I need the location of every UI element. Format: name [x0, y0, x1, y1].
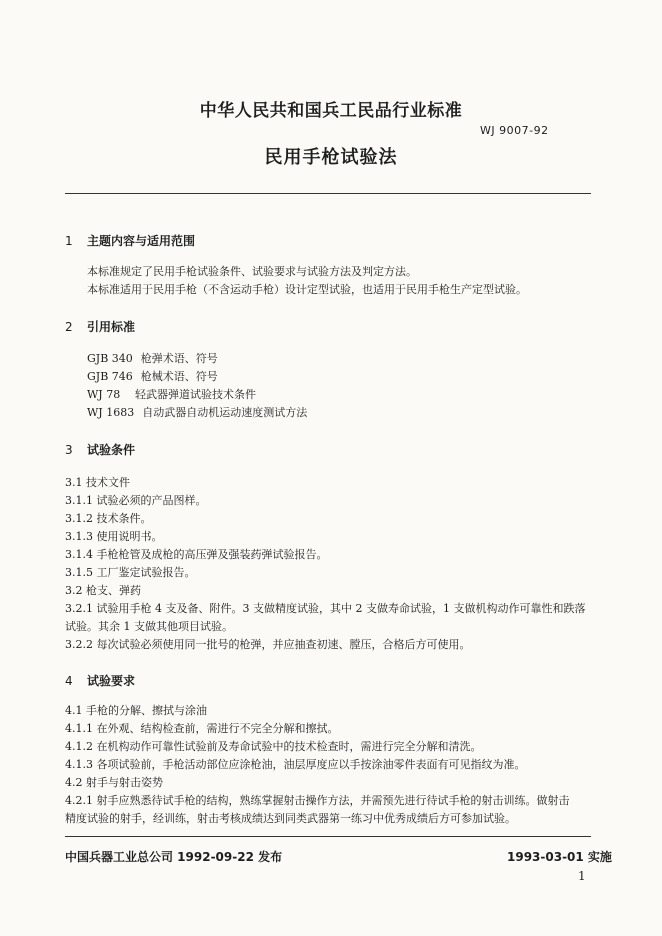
reference-code: WJ 1683 — [87, 406, 135, 419]
section-number: 1 — [65, 234, 73, 248]
reference-item — [87, 368, 218, 384]
clause-line: 3.1.5 工厂鉴定试验报告。 — [65, 566, 196, 579]
section-2-heading — [65, 318, 135, 335]
section-3-heading — [65, 441, 135, 458]
reference-item — [87, 404, 307, 420]
header-rule — [65, 193, 591, 194]
section-title: 试验要求 — [87, 674, 136, 688]
section-title: 主题内容与适用范围 — [87, 234, 196, 248]
clause-line: 3.1.4 手枪枪管及成枪的高压弹及强装药弹试验报告。 — [65, 548, 328, 561]
section-title: 试验条件 — [87, 443, 136, 457]
reference-title: 轻武器弹道试验技术条件 — [135, 388, 256, 401]
clause-line: 3.1 技术文件 — [65, 476, 130, 489]
clause-line: 3.1.2 技术条件。 — [65, 512, 152, 525]
section-1-heading — [65, 232, 195, 249]
paragraph: 本标准适用于民用手枪（不含运动手枪）设计定型试验，也适用于民用手枪生产定型试验。 — [87, 283, 527, 296]
reference-code: GJB 340 — [87, 352, 133, 365]
clause-line: 4.2 射手与射击姿势 — [65, 776, 163, 789]
clause-line: 3.2.1 试验用手枪 4 支及备、附件。3 支做精度试验，其中 2 支做寿命试验，1 支做机构动作可靠性和跌落 — [65, 602, 586, 615]
clause-line: 4.2.1 射手应熟悉待试手枪的结构，熟练掌握射击操作方法，并需预先进行待试手枪的射击训练。做射击 — [65, 794, 570, 807]
reference-title: 枪械术语、符号 — [140, 370, 218, 383]
issue-date: 中国兵器工业总公司 1992-09-22 发布 — [65, 850, 283, 864]
reference-code: GJB 746 — [87, 370, 133, 383]
reference-item — [87, 350, 218, 366]
standard-category-title: 中华人民共和国兵工民品行业标准 — [199, 101, 463, 121]
clause-line: 3.2.2 每次试验必须使用同一批号的枪弹，并应抽查初速、膛压，合格后方可使用。 — [65, 638, 471, 651]
section-title: 引用标准 — [87, 320, 136, 334]
clause-line-continued: 精度试验的射手，经训练，射击考核成绩达到同类武器第一练习中优秀成绩后方可参加试验。 — [65, 812, 516, 825]
document-title: 民用手枪试验法 — [264, 147, 398, 168]
section-number: 2 — [65, 320, 73, 334]
clause-line: 4.1.3 各项试验前，手枪活动部位应涂枪油，油层厚度应以手按涂油零件表面有可见指纹为准。 — [65, 758, 526, 771]
reference-title: 自动武器自动机运动速度测试方法 — [142, 406, 308, 419]
clause-line: 4.1 手枪的分解、擦拭与涂油 — [65, 704, 207, 717]
clause-line: 4.1.2 在机构动作可靠性试验前及寿命试验中的技术检查时，需进行完全分解和清洗。 — [65, 740, 482, 753]
clause-line: 4.1.1 在外观、结构检查前，需进行不完全分解和擦拭。 — [65, 722, 339, 735]
effective-date: 1993-03-01 实施 — [507, 850, 612, 864]
reference-code: WJ 78 — [87, 388, 121, 401]
clause-line: 3.1.3 使用说明书。 — [65, 530, 163, 543]
section-4-heading — [65, 672, 135, 689]
reference-item — [87, 386, 256, 402]
section-number: 3 — [65, 443, 73, 457]
standard-number: WJ 9007-92 — [480, 124, 549, 137]
clause-line-continued: 试验。其余 1 支做其他项目试验。 — [65, 620, 233, 633]
section-number: 4 — [65, 674, 73, 688]
clause-line: 3.1.1 试验必须的产品图样。 — [65, 494, 207, 507]
page-number: 1 — [578, 869, 586, 883]
clause-line: 3.2 枪支、弹药 — [65, 584, 141, 597]
footer-rule — [65, 836, 591, 837]
paragraph: 本标准规定了民用手枪试验条件、试验要求与试验方法及判定方法。 — [87, 265, 417, 278]
reference-title: 枪弹术语、符号 — [140, 352, 218, 365]
